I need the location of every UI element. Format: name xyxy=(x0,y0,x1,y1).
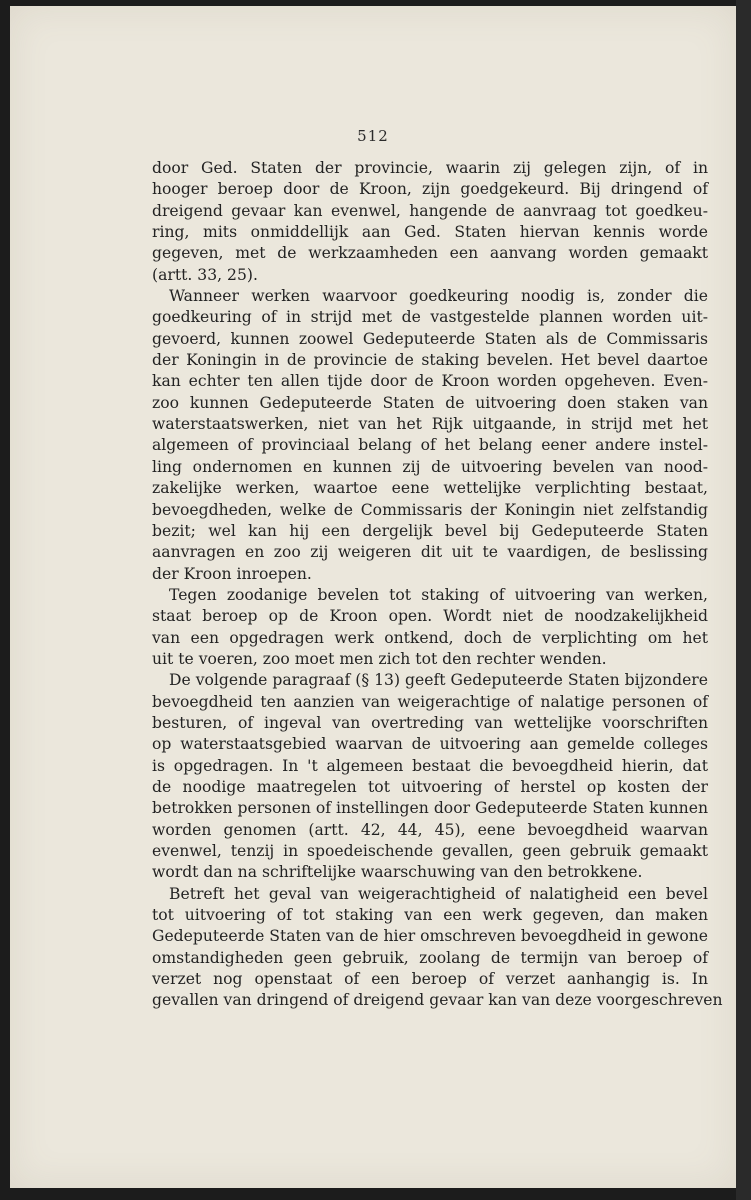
text-line: ling ondernomen en kunnen zij de uitvoering bevelen van nood- xyxy=(152,457,708,476)
text-line: hooger beroep door de Kroon, zijn goedgekeurd. Bij dringend of xyxy=(152,180,708,199)
text-line: Gedeputeerde Staten van de hier omschreven bevoegdheid in gewone xyxy=(152,927,708,946)
page-number: 512 xyxy=(357,127,389,145)
text-line: zakelijke werken, waartoe eene wettelijke verplichting bestaat, xyxy=(152,479,708,498)
text-line: besturen, of ingeval van overtreding van wettelijke voorschriften xyxy=(152,713,708,732)
text-line: goedkeuring of in strijd met de vastgestelde plannen worden uit- xyxy=(152,308,708,327)
text-line: ring, mits onmiddellijk aan Ged. Staten hiervan kennis worde xyxy=(152,223,708,242)
text-line: verzet nog openstaat of een beroep of verzet aanhangig is. In xyxy=(152,970,708,989)
text-line: de noodige maatregelen tot uitvoering of herstel op kosten der xyxy=(152,777,708,796)
body-text xyxy=(152,158,723,1012)
text-line: staat beroep op de Kroon open. Wordt niet de noodzakelijkheid xyxy=(152,607,708,626)
text-line: De volgende paragraaf (§ 13) geeft Gedeputeerde Staten bijzondere xyxy=(169,671,708,690)
text-line: dreigend gevaar kan evenwel, hangende de aanvraag tot goedkeu- xyxy=(152,201,708,220)
text-line: gevoerd, kunnen zoowel Gedeputeerde Staten als de Commissaris xyxy=(152,329,708,348)
text-line: op waterstaatsgebied waarvan de uitvoering aan gemelde colleges xyxy=(152,735,708,754)
text-line: der Kroon inroepen. xyxy=(152,564,312,583)
text-line: door Ged. Staten der provincie, waarin zij gelegen zijn, of in xyxy=(152,159,708,177)
text-line: gevallen van dringend of dreigend gevaar kan van deze voorgeschreven xyxy=(152,991,723,1010)
text-line: gegeven, met de werkzaamheden een aanvang worden gemaakt xyxy=(152,244,708,263)
text-line: betrokken personen of instellingen door Gedeputeerde Staten kunnen xyxy=(152,799,708,818)
text-line: van een opgedragen werk ontkend, doch de verplichting om het xyxy=(152,628,708,647)
text-line: der Koningin in de provincie de staking bevelen. Het bevel daartoe xyxy=(152,351,708,370)
text-line: (artt. 33, 25). xyxy=(152,265,258,284)
text-line: uit te voeren, zoo moet men zich tot den rechter wenden. xyxy=(152,649,607,668)
text-line: wordt dan na schriftelijke waarschuwing van den betrokkene. xyxy=(152,863,643,882)
text-line: Betreft het geval van weigerachtigheid of nalatigheid een bevel xyxy=(169,884,708,903)
text-line: bezit; wel kan hij een dergelijk bevel bij Gedeputeerde Staten xyxy=(152,521,708,540)
text-line: worden genomen (artt. 42, 44, 45), eene bevoegdheid waarvan xyxy=(152,820,708,839)
text-line: Tegen zoodanige bevelen tot staking of uitvoering van werken, xyxy=(169,585,708,604)
text-line: Wanneer werken waarvoor goedkeuring noodig is, zonder die xyxy=(169,287,708,306)
scanned-page xyxy=(10,6,736,1188)
text-line: kan echter ten allen tijde door de Kroon worden opgeheven. Even- xyxy=(152,372,708,391)
text-line: zoo kunnen Gedeputeerde Staten de uitvoering doen staken van xyxy=(152,393,708,412)
scan-edge xyxy=(736,0,751,1200)
text-line: algemeen of provinciaal belang of het belang eener andere instel- xyxy=(152,436,708,455)
text-line: bevoegdheden, welke de Commissaris der Koningin niet zelfstandig xyxy=(152,500,708,519)
text-line: bevoegdheid ten aanzien van weigerachtige of nalatige personen of xyxy=(152,692,708,711)
text-line: waterstaatswerken, niet van het Rijk uitgaande, in strijd met het xyxy=(152,415,708,434)
text-line: tot uitvoering of tot staking van een werk gegeven, dan maken xyxy=(152,906,708,925)
text-line: evenwel, tenzij in spoedeischende gevallen, geen gebruik gemaakt xyxy=(152,842,708,860)
text-line: is opgedragen. In 't algemeen bestaat die bevoegdheid hierin, dat xyxy=(152,756,708,775)
text-line: omstandigheden geen gebruik, zoolang de termijn van beroep of xyxy=(152,948,708,967)
text-line: aanvragen en zoo zij weigeren dit uit te vaardigen, de beslissing xyxy=(152,543,708,562)
